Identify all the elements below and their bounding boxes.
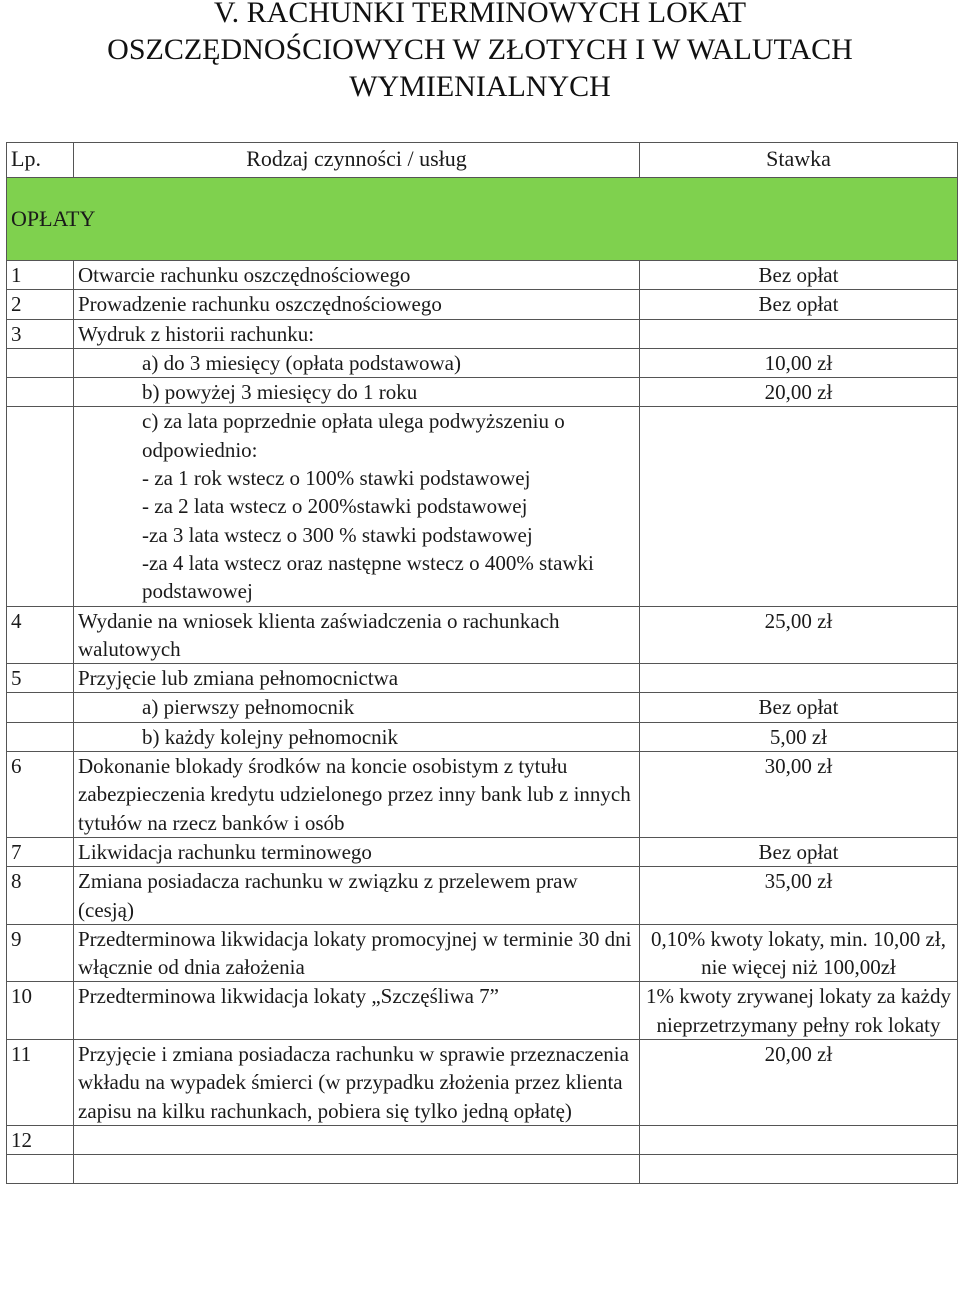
- row-number: 12: [7, 1125, 74, 1154]
- sub-item-text: - za 2 lata wstecz o 200%stawki podstawowej: [142, 494, 528, 519]
- table-row: [7, 261, 958, 290]
- table-row: [7, 924, 958, 982]
- section-row-oplaty: [7, 178, 958, 261]
- row-description: [74, 1125, 640, 1154]
- table-row: [7, 1125, 958, 1154]
- row-number: 4: [7, 606, 74, 664]
- table-row: [7, 837, 958, 866]
- row-rate: Bez opłat: [640, 261, 958, 290]
- sub-item-text: c) za lata poprzednie opłata ulega podwyższeniu o odpowiednio:: [142, 409, 565, 462]
- row-rate: Bez opłat: [640, 290, 958, 319]
- row-description: Dokonanie blokady środków na koncie osobistym z tytułu zabezpieczenia kredytu udzielonego przez inny bank lub z innych tytułów na rzecz banków i osób: [74, 752, 640, 838]
- row-number: 3: [7, 319, 74, 348]
- row-number: 11: [7, 1040, 74, 1126]
- row-number: 6: [7, 752, 74, 838]
- row-rate: 35,00 zł: [640, 867, 958, 925]
- title-line-1: V. RACHUNKI TERMINOWYCH LOKAT: [213, 0, 747, 29]
- row-description: Prowadzenie rachunku oszczędnościowego: [74, 290, 640, 319]
- table-row: [7, 722, 958, 751]
- row-description: Przedterminowa likwidacja lokaty „Szczęśliwa 7”: [74, 982, 640, 1040]
- header-lp: Lp.: [7, 143, 74, 178]
- row-description: Zmiana posiadacza rachunku w związku z przelewem praw (cesją): [74, 867, 640, 925]
- row-description: Przedterminowa likwidacja lokaty promocyjnej w terminie 30 dni włącznie od dnia założenia: [74, 924, 640, 982]
- row-number: 2: [7, 290, 74, 319]
- table-row: [7, 407, 958, 606]
- row-rate: [640, 664, 958, 693]
- table-header-row: [7, 143, 958, 178]
- row-number: [7, 1155, 74, 1184]
- table-row: [7, 348, 958, 377]
- row-rate: Bez opłat: [640, 837, 958, 866]
- row-number: [7, 407, 74, 606]
- row-number: [7, 722, 74, 751]
- table-row: [7, 290, 958, 319]
- row-rate: [640, 1155, 958, 1184]
- sub-item-text: - za 1 rok wstecz o 100% stawki podstawowej: [142, 466, 531, 491]
- row-number: [7, 693, 74, 722]
- row-number: 7: [7, 837, 74, 866]
- table-row: [7, 378, 958, 407]
- header-rate: Stawka: [640, 143, 958, 178]
- table-row: [7, 664, 958, 693]
- row-description: [74, 693, 640, 722]
- table-row: [7, 1155, 958, 1184]
- sub-item-text: b) każdy kolejny pełnomocnik: [142, 724, 399, 749]
- row-description: [74, 378, 640, 407]
- sub-item-text: a) do 3 miesięcy (opłata podstawowa): [142, 350, 461, 375]
- row-description: [74, 1155, 640, 1184]
- row-description: Likwidacja rachunku terminowego: [74, 837, 640, 866]
- row-number: 1: [7, 261, 74, 290]
- row-rate: 0,10% kwoty lokaty, min. 10,00 zł, nie więcej niż 100,00zł: [640, 924, 958, 982]
- row-description: Wydanie na wniosek klienta zaświadczenia o rachunkach walutowych: [74, 606, 640, 664]
- row-description: Otwarcie rachunku oszczędnościowego: [74, 261, 640, 290]
- table-row: [7, 1040, 958, 1126]
- document-title: [0, 0, 960, 105]
- row-description: Przyjęcie lub zmiana pełnomocnictwa: [74, 664, 640, 693]
- table-row: [7, 867, 958, 925]
- row-rate: [640, 1125, 958, 1154]
- row-rate: 25,00 zł: [640, 606, 958, 664]
- row-number: 8: [7, 867, 74, 925]
- sub-item-text: b) powyżej 3 miesięcy do 1 roku: [142, 380, 418, 405]
- row-rate: 30,00 zł: [640, 752, 958, 838]
- row-rate: [640, 319, 958, 348]
- row-number: 5: [7, 664, 74, 693]
- title-line-2: OSZCZĘDNOŚCIOWYCH W ZŁOTYCH I W WALUTACH: [107, 33, 853, 66]
- row-description: Wydruk z historii rachunku:: [74, 319, 640, 348]
- row-description: [74, 722, 640, 751]
- row-rate: 5,00 zł: [640, 722, 958, 751]
- row-rate: 1% kwoty zrywanej lokaty za każdy nieprzetrzymany pełny rok lokaty: [640, 982, 958, 1040]
- sub-item-text: -za 4 lata wstecz oraz następne wstecz o 400% stawki podstawowej: [142, 550, 594, 604]
- sub-item-text: -za 3 lata wstecz o 300 % stawki podstawowej: [142, 522, 533, 547]
- table-row: [7, 982, 958, 1040]
- row-rate: 20,00 zł: [640, 1040, 958, 1126]
- row-number: [7, 378, 74, 407]
- row-rate: [640, 407, 958, 606]
- row-description: [74, 407, 640, 606]
- section-label: OPŁATY: [7, 178, 958, 261]
- sub-item-text: a) pierwszy pełnomocnik: [142, 695, 355, 720]
- row-number: [7, 348, 74, 377]
- header-description: Rodzaj czynności / usług: [74, 143, 640, 178]
- table-row: [7, 752, 958, 838]
- row-rate: 10,00 zł: [640, 348, 958, 377]
- table-row: [7, 319, 958, 348]
- fees-table: [6, 142, 958, 1184]
- row-rate: 20,00 zł: [640, 378, 958, 407]
- row-description: Przyjęcie i zmiana posiadacza rachunku w sprawie przeznaczenia wkładu na wypadek śmierci (w przypadku złożenia przez klienta zapisu na kilku rachunkach, pobiera się tylko jedną opłatę): [74, 1040, 640, 1126]
- row-number: 9: [7, 924, 74, 982]
- row-number: 10: [7, 982, 74, 1040]
- title-line-3: WYMIENIALNYCH: [349, 70, 611, 103]
- row-description: [74, 348, 640, 377]
- row-rate: Bez opłat: [640, 693, 958, 722]
- table-row: [7, 606, 958, 664]
- table-row: [7, 693, 958, 722]
